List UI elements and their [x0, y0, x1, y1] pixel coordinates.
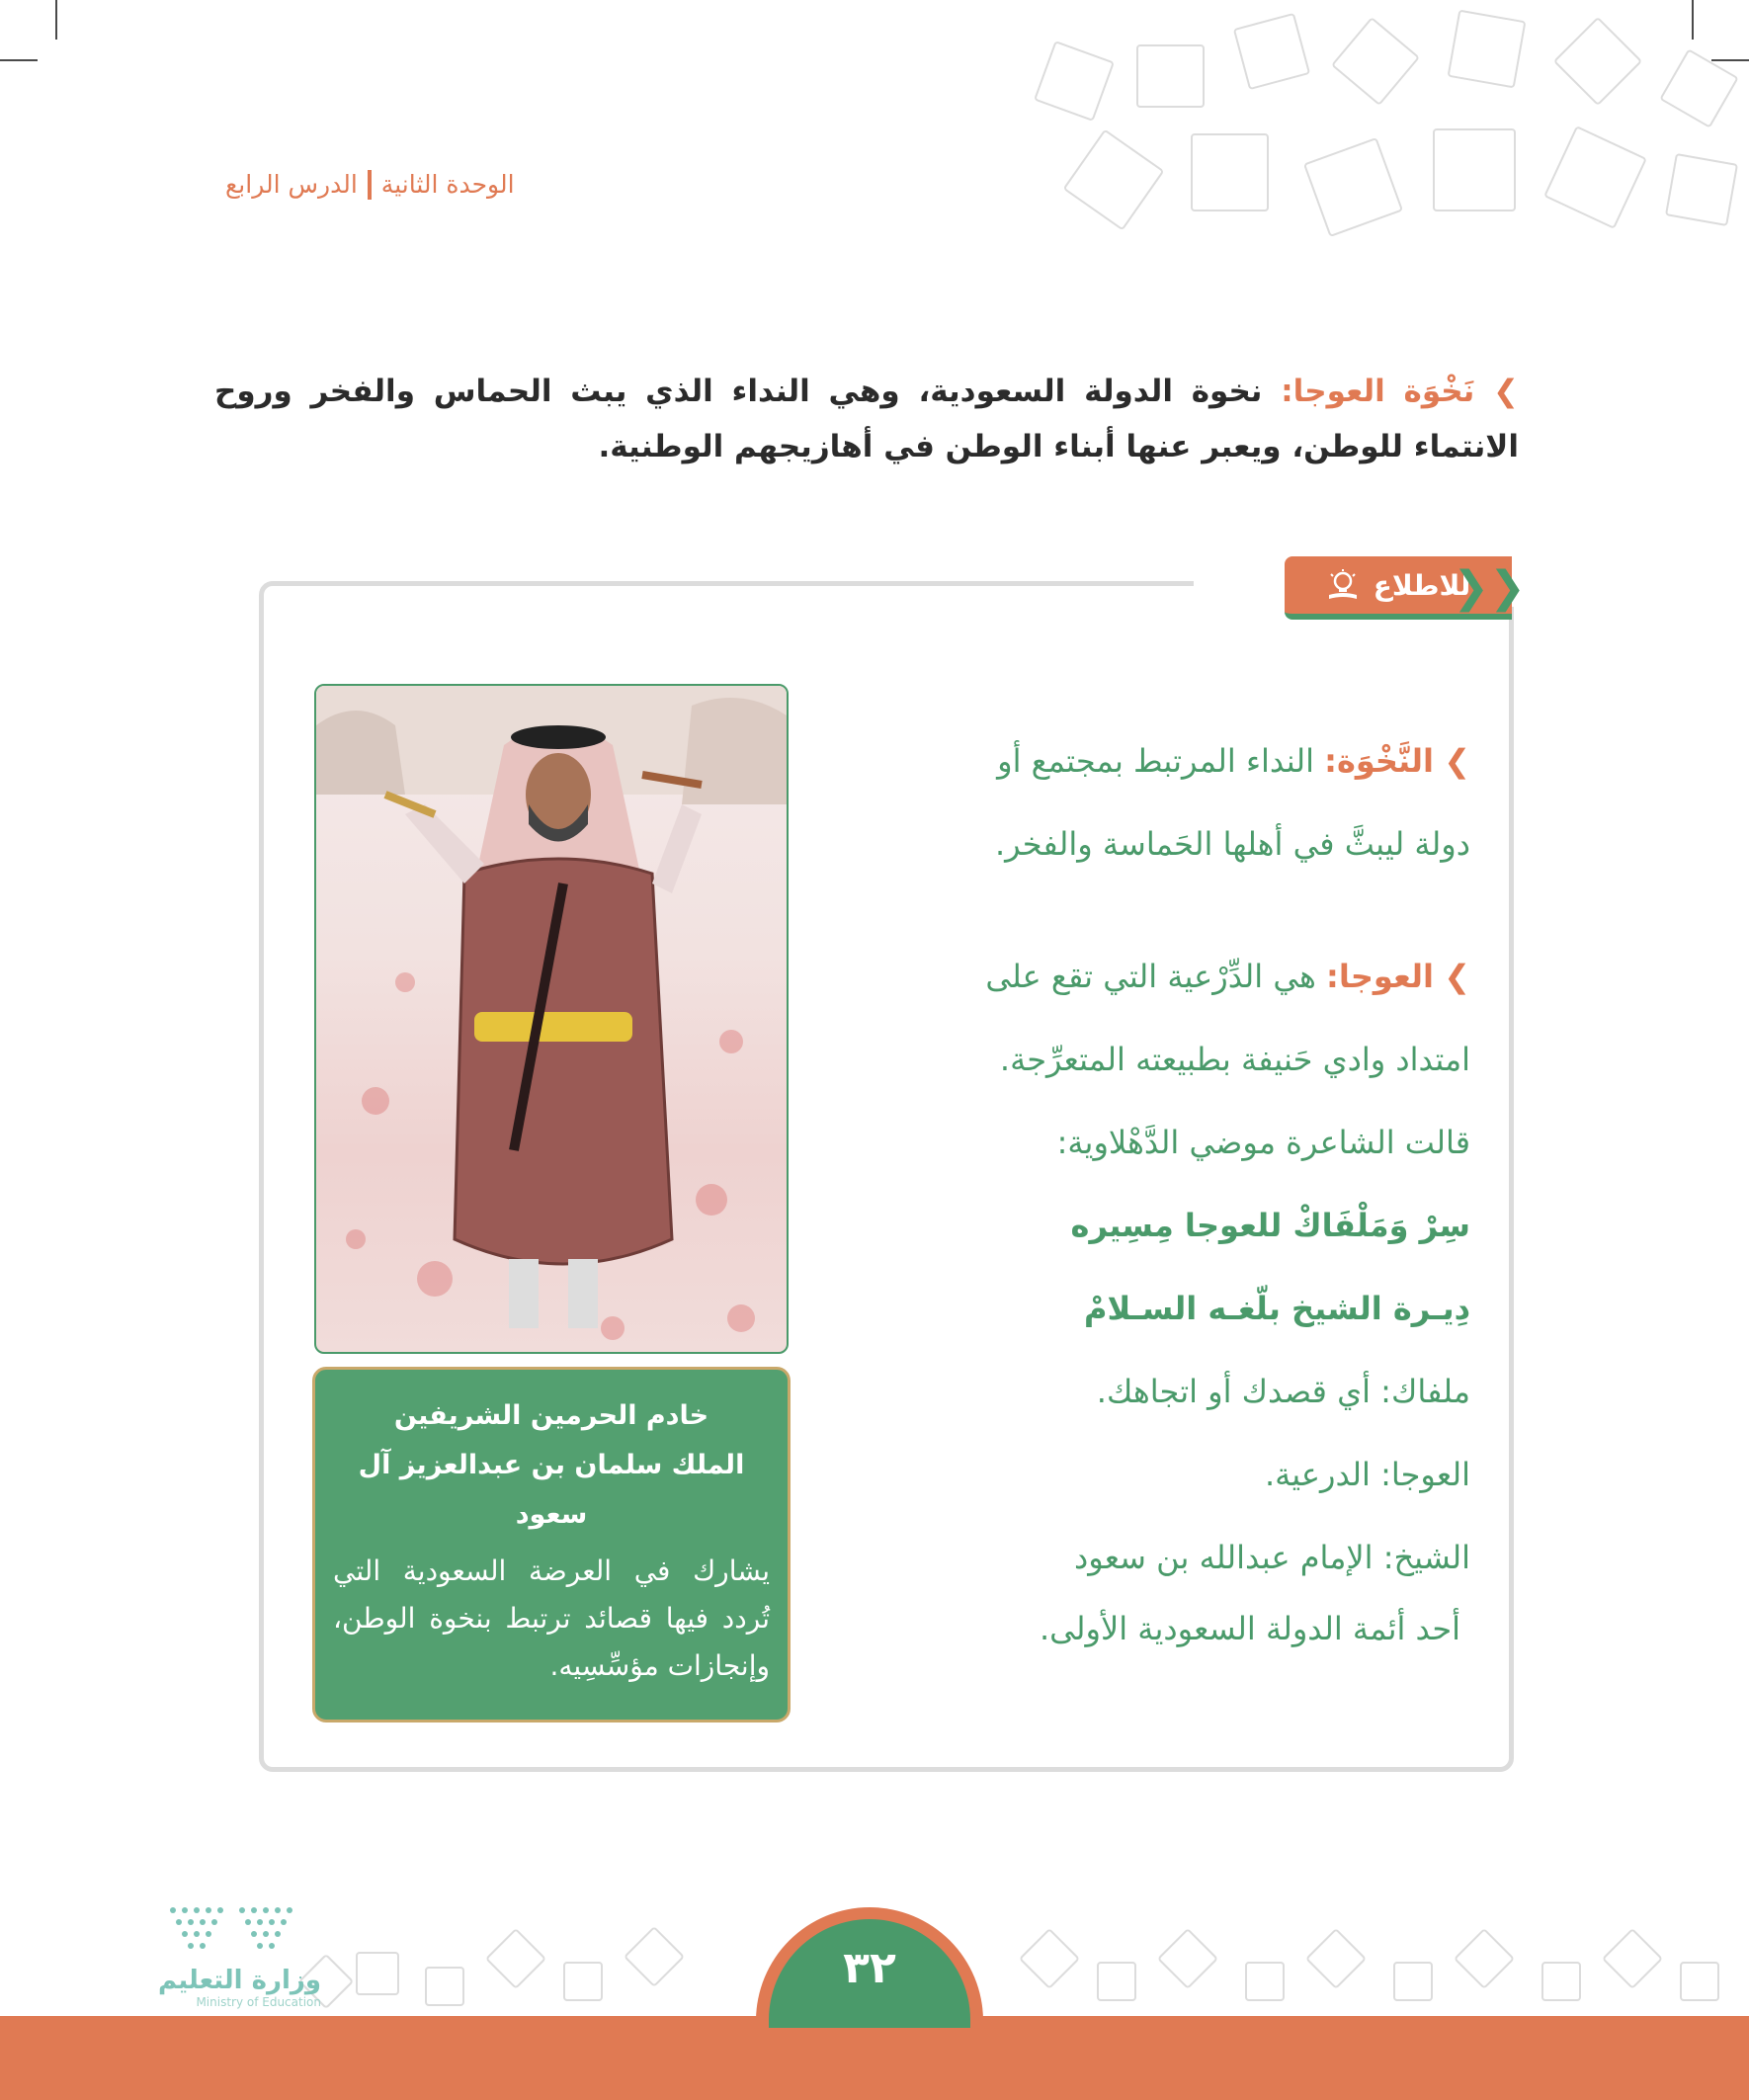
chevron-icon: ❯	[1444, 742, 1470, 780]
unit-lesson-header	[225, 170, 611, 200]
nakhwa-line-1	[917, 719, 1470, 802]
caption-body: يشارك في العرضة السعودية التي تُردد فيها قصائد ترتبط بنخوة الوطن، وإنجازات مؤسِّسِيه.	[333, 1554, 770, 1682]
info-tab-label: للاطلاع	[1373, 568, 1471, 602]
nakhwa-text-2: دولة ليبثَّ في أهلها الحَماسة والفخر.	[994, 825, 1470, 863]
ministry-logo	[94, 1902, 321, 2016]
intro-term: نَخْوَة العوجا:	[1281, 374, 1475, 409]
ministry-name-en: Ministry of Education	[196, 1995, 321, 2009]
chevron-icon: ❯	[1444, 958, 1470, 995]
chevron-icon: ❯	[1493, 374, 1520, 409]
gloss-3a: الشيخ: الإمام عبدالله بن سعود	[1073, 1539, 1470, 1576]
footer-bar	[0, 2016, 1749, 2100]
photo-caption	[312, 1367, 791, 1722]
crop-mark	[55, 0, 57, 40]
verse-1: سِرْ وَمَلْفَاكْ للعوجا مِسِيره	[1070, 1207, 1470, 1244]
awja-text-2: امتداد وادي حَنيفة بطبيعته المتعرِّجة.	[999, 1041, 1470, 1078]
awja-term: العوجا:	[1326, 958, 1435, 995]
nakhwa-text-1: النداء المرتبط بمجتمع أو	[997, 742, 1314, 780]
page-number: ٣٢	[769, 1919, 970, 2028]
intro-paragraph	[214, 364, 1519, 474]
lightbulb-book-icon	[1326, 568, 1360, 602]
caption-title-2: الملك سلمان بن عبدالعزيز آل سعود	[358, 1450, 745, 1530]
dots-logo-icon	[94, 1902, 321, 1962]
lesson-label: الدرس الرابع	[225, 170, 358, 199]
header-divider	[368, 170, 372, 200]
awja-line-1	[917, 935, 1470, 1018]
poet-line: قالت الشاعرة موضي الدَّهْلاوية:	[1056, 1124, 1470, 1161]
caption-title-1: خادم الحرمين الشريفين	[393, 1400, 709, 1431]
photo-illustration	[316, 686, 787, 1352]
crop-mark	[1711, 59, 1749, 61]
king-photo	[314, 684, 789, 1354]
unit-label: الوحدة الثانية	[380, 170, 515, 199]
awja-text-1: هي الدِّرْعية التي تقع على	[985, 958, 1316, 995]
ministry-name: وزارة التعليم	[158, 1966, 321, 1995]
nakhwa-term: النَّخْوَة:	[1324, 742, 1435, 780]
intro-text: نخوة الدولة السعودية، وهي النداء الذي يبث الحماس والفخر وروح الانتماء للوطن، ويعبر عنها أبناء الوطن في أهازيجهم الوطنية.	[214, 374, 1519, 464]
crop-mark	[1692, 0, 1694, 40]
verse-2: دِيـرة الشيخ بلّغـه السـلامْ	[1084, 1290, 1470, 1327]
chevrons-icon: ❮❮	[1453, 562, 1526, 613]
definitions-column	[917, 719, 1470, 1658]
gloss-1: ملفاك: أي قصدك أو اتجاهك.	[1096, 1373, 1470, 1410]
crop-mark	[0, 59, 38, 61]
gloss-2: العوجا: الدرعية.	[1264, 1456, 1470, 1493]
gloss-3b: أحد أئمة الدولة السعودية الأولى.	[1039, 1610, 1460, 1647]
